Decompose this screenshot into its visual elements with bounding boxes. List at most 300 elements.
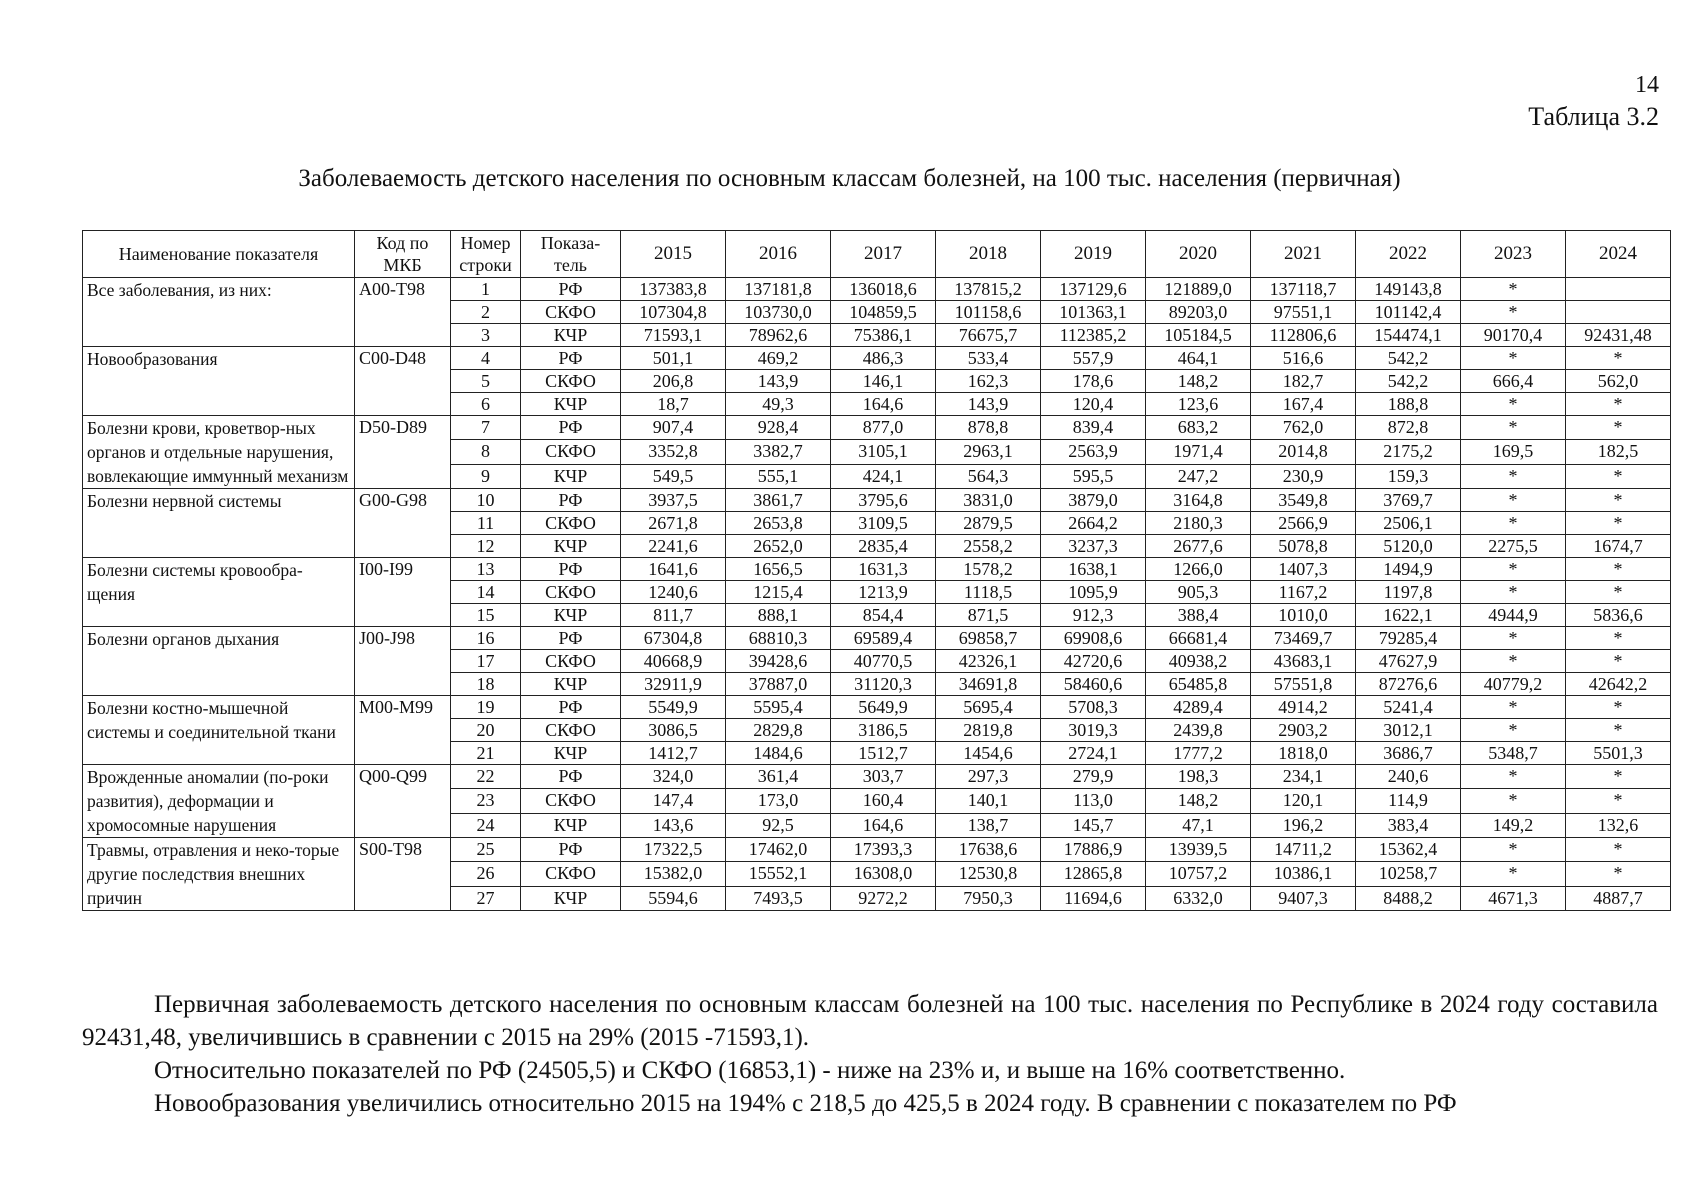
value-cell: 5695,4 bbox=[936, 696, 1041, 719]
value-cell: 854,4 bbox=[831, 604, 936, 627]
value-cell: 149,2 bbox=[1461, 813, 1566, 837]
paragraph: Относительно показателей по РФ (24505,5) и СКФО (16853,1) - ниже на 23% и, и выше на 16% соответственно. bbox=[154, 1057, 1346, 1084]
value-cell: 5649,9 bbox=[831, 696, 936, 719]
value-cell: 40668,9 bbox=[621, 650, 726, 673]
value-cell: 1818,0 bbox=[1251, 742, 1356, 765]
value-cell: 3831,0 bbox=[936, 489, 1041, 512]
header-year: 2020 bbox=[1146, 231, 1251, 278]
value-cell: * bbox=[1461, 719, 1566, 742]
value-cell: 4944,9 bbox=[1461, 604, 1566, 627]
value-cell: 164,6 bbox=[831, 813, 936, 837]
value-cell: 47,1 bbox=[1146, 813, 1251, 837]
value-cell: 148,2 bbox=[1146, 789, 1251, 813]
value-cell: 32911,9 bbox=[621, 673, 726, 696]
row-number: 12 bbox=[451, 535, 521, 558]
value-cell: 145,7 bbox=[1041, 813, 1146, 837]
value-cell: * bbox=[1461, 558, 1566, 581]
value-cell: 279,9 bbox=[1041, 765, 1146, 789]
value-cell: * bbox=[1461, 489, 1566, 512]
value-cell: 167,4 bbox=[1251, 393, 1356, 416]
value-cell: 1971,4 bbox=[1146, 440, 1251, 464]
value-cell: 149143,8 bbox=[1356, 278, 1461, 301]
value-cell: 555,1 bbox=[726, 464, 831, 488]
table-row bbox=[83, 765, 1671, 789]
value-cell: 1622,1 bbox=[1356, 604, 1461, 627]
value-cell: 69858,7 bbox=[936, 627, 1041, 650]
value-cell: 87276,6 bbox=[1356, 673, 1461, 696]
value-cell: 464,1 bbox=[1146, 347, 1251, 370]
value-cell: 143,9 bbox=[936, 393, 1041, 416]
table-row bbox=[83, 347, 1671, 370]
value-cell: 40770,5 bbox=[831, 650, 936, 673]
disease-class-name: Болезни нервной системы bbox=[83, 489, 355, 558]
value-cell: 9407,3 bbox=[1251, 886, 1356, 910]
value-cell: 5241,4 bbox=[1356, 696, 1461, 719]
value-cell: * bbox=[1461, 650, 1566, 673]
value-cell: 501,1 bbox=[621, 347, 726, 370]
value-cell: 542,2 bbox=[1356, 347, 1461, 370]
value-cell: 4289,4 bbox=[1146, 696, 1251, 719]
value-cell: 47627,9 bbox=[1356, 650, 1461, 673]
value-cell: 7493,5 bbox=[726, 886, 831, 910]
value-cell: 92431,48 bbox=[1566, 324, 1671, 347]
disease-class-name: Болезни системы кровообра-щения bbox=[83, 558, 355, 627]
value-cell: 469,2 bbox=[726, 347, 831, 370]
value-cell: * bbox=[1461, 838, 1566, 862]
value-cell: 196,2 bbox=[1251, 813, 1356, 837]
value-cell: 169,5 bbox=[1461, 440, 1566, 464]
value-cell: 147,4 bbox=[621, 789, 726, 813]
value-cell: 146,1 bbox=[831, 370, 936, 393]
value-cell: 240,6 bbox=[1356, 765, 1461, 789]
value-cell: 297,3 bbox=[936, 765, 1041, 789]
value-cell: 15382,0 bbox=[621, 862, 726, 886]
value-cell: 148,2 bbox=[1146, 370, 1251, 393]
value-cell: 877,0 bbox=[831, 416, 936, 440]
value-cell: 137815,2 bbox=[936, 278, 1041, 301]
value-cell: 683,2 bbox=[1146, 416, 1251, 440]
header-year: 2018 bbox=[936, 231, 1041, 278]
value-cell: 10258,7 bbox=[1356, 862, 1461, 886]
value-cell: 383,4 bbox=[1356, 813, 1461, 837]
value-cell: 2275,5 bbox=[1461, 535, 1566, 558]
value-cell: * bbox=[1461, 696, 1566, 719]
value-cell: 11694,6 bbox=[1041, 886, 1146, 910]
row-number: 27 bbox=[451, 886, 521, 910]
row-number: 23 bbox=[451, 789, 521, 813]
value-cell: 247,2 bbox=[1146, 464, 1251, 488]
row-number: 8 bbox=[451, 440, 521, 464]
table-row bbox=[83, 278, 1671, 301]
value-cell: 230,9 bbox=[1251, 464, 1356, 488]
value-cell: 549,5 bbox=[621, 464, 726, 488]
row-number: 6 bbox=[451, 393, 521, 416]
value-cell: 2664,2 bbox=[1041, 512, 1146, 535]
disease-class-name: Новообразования bbox=[83, 347, 355, 416]
paragraph: Новообразования увеличились относительно 2015 на 194% с 218,5 до 425,5 в 2024 году. В сравнении с показателем по РФ bbox=[154, 1090, 1457, 1117]
icd-code: Q00-Q99 bbox=[355, 765, 451, 838]
header-indicator: Показа-тель bbox=[521, 231, 621, 278]
value-cell: 3769,7 bbox=[1356, 489, 1461, 512]
value-cell: 37887,0 bbox=[726, 673, 831, 696]
value-cell: 2879,5 bbox=[936, 512, 1041, 535]
indicator: РФ bbox=[521, 347, 621, 370]
value-cell: 65485,8 bbox=[1146, 673, 1251, 696]
value-cell: 595,5 bbox=[1041, 464, 1146, 488]
value-cell: * bbox=[1566, 581, 1671, 604]
value-cell: 17393,3 bbox=[831, 838, 936, 862]
value-cell: 137181,8 bbox=[726, 278, 831, 301]
value-cell: * bbox=[1461, 862, 1566, 886]
value-cell: * bbox=[1566, 512, 1671, 535]
body-text bbox=[82, 988, 1658, 1120]
value-cell: 92,5 bbox=[726, 813, 831, 837]
value-cell: 143,6 bbox=[621, 813, 726, 837]
value-cell: 557,9 bbox=[1041, 347, 1146, 370]
value-cell: 136018,6 bbox=[831, 278, 936, 301]
disease-class-name: Болезни органов дыхания bbox=[83, 627, 355, 696]
value-cell: 324,0 bbox=[621, 765, 726, 789]
value-cell: * bbox=[1566, 838, 1671, 862]
value-cell: 3019,3 bbox=[1041, 719, 1146, 742]
value-cell: 10386,1 bbox=[1251, 862, 1356, 886]
row-number: 24 bbox=[451, 813, 521, 837]
row-number: 4 bbox=[451, 347, 521, 370]
value-cell: 75386,1 bbox=[831, 324, 936, 347]
table-row bbox=[83, 696, 1671, 719]
header-year: 2015 bbox=[621, 231, 726, 278]
value-cell: * bbox=[1461, 416, 1566, 440]
value-cell: 928,4 bbox=[726, 416, 831, 440]
table-label: Таблица 3.2 bbox=[1528, 102, 1659, 131]
value-cell: 1512,7 bbox=[831, 742, 936, 765]
value-cell: 6332,0 bbox=[1146, 886, 1251, 910]
value-cell: 533,4 bbox=[936, 347, 1041, 370]
value-cell: 872,8 bbox=[1356, 416, 1461, 440]
value-cell: 121889,0 bbox=[1146, 278, 1251, 301]
value-cell: 43683,1 bbox=[1251, 650, 1356, 673]
header-year: 2021 bbox=[1251, 231, 1356, 278]
value-cell: 5595,4 bbox=[726, 696, 831, 719]
indicator: КЧР bbox=[521, 886, 621, 910]
value-cell: 2653,8 bbox=[726, 512, 831, 535]
value-cell: 1215,4 bbox=[726, 581, 831, 604]
page-number: 14 bbox=[1635, 72, 1659, 98]
value-cell: 234,1 bbox=[1251, 765, 1356, 789]
value-cell: 105184,5 bbox=[1146, 324, 1251, 347]
table-body bbox=[83, 278, 1671, 911]
value-cell: 78962,6 bbox=[726, 324, 831, 347]
indicator: СКФО bbox=[521, 719, 621, 742]
value-cell: * bbox=[1566, 627, 1671, 650]
value-cell: 198,3 bbox=[1146, 765, 1251, 789]
value-cell: 162,3 bbox=[936, 370, 1041, 393]
value-cell: 912,3 bbox=[1041, 604, 1146, 627]
morbidity-table bbox=[82, 230, 1671, 911]
disease-class-name: Болезни крови, кроветвор-ных органов и отдельные нарушения, вовлекающие иммунный механизм bbox=[83, 416, 355, 489]
value-cell: 3012,1 bbox=[1356, 719, 1461, 742]
value-cell: 154474,1 bbox=[1356, 324, 1461, 347]
value-cell: 15552,1 bbox=[726, 862, 831, 886]
value-cell: 103730,0 bbox=[726, 301, 831, 324]
row-number: 19 bbox=[451, 696, 521, 719]
row-number: 15 bbox=[451, 604, 521, 627]
value-cell: 1656,5 bbox=[726, 558, 831, 581]
value-cell: 1095,9 bbox=[1041, 581, 1146, 604]
value-cell: 8488,2 bbox=[1356, 886, 1461, 910]
value-cell: 132,6 bbox=[1566, 813, 1671, 837]
header-year: 2023 bbox=[1461, 231, 1566, 278]
row-number: 1 bbox=[451, 278, 521, 301]
value-cell: 486,3 bbox=[831, 347, 936, 370]
value-cell: * bbox=[1461, 627, 1566, 650]
value-cell: 542,2 bbox=[1356, 370, 1461, 393]
value-cell: 164,6 bbox=[831, 393, 936, 416]
value-cell: 562,0 bbox=[1566, 370, 1671, 393]
value-cell: 1638,1 bbox=[1041, 558, 1146, 581]
value-cell: 1197,8 bbox=[1356, 581, 1461, 604]
value-cell: 159,3 bbox=[1356, 464, 1461, 488]
indicator: СКФО bbox=[521, 650, 621, 673]
value-cell bbox=[1566, 278, 1671, 301]
value-cell: 15362,4 bbox=[1356, 838, 1461, 862]
value-cell: 1240,6 bbox=[621, 581, 726, 604]
row-number: 14 bbox=[451, 581, 521, 604]
value-cell bbox=[1566, 301, 1671, 324]
value-cell: 905,3 bbox=[1146, 581, 1251, 604]
value-cell: 564,3 bbox=[936, 464, 1041, 488]
row-number: 9 bbox=[451, 464, 521, 488]
value-cell: 182,7 bbox=[1251, 370, 1356, 393]
value-cell: 2677,6 bbox=[1146, 535, 1251, 558]
value-cell: 76675,7 bbox=[936, 324, 1041, 347]
value-cell: 17322,5 bbox=[621, 838, 726, 862]
icd-code: M00-M99 bbox=[355, 696, 451, 765]
table-row bbox=[83, 489, 1671, 512]
value-cell: * bbox=[1566, 393, 1671, 416]
value-cell: 388,4 bbox=[1146, 604, 1251, 627]
value-cell: 3109,5 bbox=[831, 512, 936, 535]
table-header-row bbox=[83, 231, 1671, 278]
value-cell: 137129,6 bbox=[1041, 278, 1146, 301]
value-cell: 120,4 bbox=[1041, 393, 1146, 416]
value-cell: 39428,6 bbox=[726, 650, 831, 673]
disease-class-name: Травмы, отравления и неко-торые другие последствия внешних причин bbox=[83, 838, 355, 911]
indicator: КЧР bbox=[521, 464, 621, 488]
indicator: РФ bbox=[521, 627, 621, 650]
indicator: РФ bbox=[521, 838, 621, 862]
value-cell: 42642,2 bbox=[1566, 673, 1671, 696]
value-cell: 1454,6 bbox=[936, 742, 1041, 765]
value-cell: 57551,8 bbox=[1251, 673, 1356, 696]
value-cell: * bbox=[1566, 789, 1671, 813]
value-cell: 2558,2 bbox=[936, 535, 1041, 558]
value-cell: 666,4 bbox=[1461, 370, 1566, 393]
value-cell: 2563,9 bbox=[1041, 440, 1146, 464]
value-cell: 1631,3 bbox=[831, 558, 936, 581]
value-cell: 42720,6 bbox=[1041, 650, 1146, 673]
value-cell: * bbox=[1566, 719, 1671, 742]
value-cell: 1674,7 bbox=[1566, 535, 1671, 558]
value-cell: 2819,8 bbox=[936, 719, 1041, 742]
value-cell: 34691,8 bbox=[936, 673, 1041, 696]
indicator: РФ bbox=[521, 416, 621, 440]
value-cell: 1213,9 bbox=[831, 581, 936, 604]
value-cell: 1494,9 bbox=[1356, 558, 1461, 581]
value-cell: * bbox=[1566, 489, 1671, 512]
value-cell: 12530,8 bbox=[936, 862, 1041, 886]
header-code: Код по МКБ bbox=[355, 231, 451, 278]
value-cell: 2829,8 bbox=[726, 719, 831, 742]
value-cell: 89203,0 bbox=[1146, 301, 1251, 324]
disease-class-name: Все заболевания, из них: bbox=[83, 278, 355, 347]
value-cell: 4671,3 bbox=[1461, 886, 1566, 910]
value-cell: 2241,6 bbox=[621, 535, 726, 558]
value-cell: 2835,4 bbox=[831, 535, 936, 558]
value-cell: 112385,2 bbox=[1041, 324, 1146, 347]
value-cell: 7950,3 bbox=[936, 886, 1041, 910]
row-number: 20 bbox=[451, 719, 521, 742]
value-cell: * bbox=[1566, 464, 1671, 488]
value-cell: 762,0 bbox=[1251, 416, 1356, 440]
value-cell: 42326,1 bbox=[936, 650, 1041, 673]
indicator: РФ bbox=[521, 696, 621, 719]
value-cell: * bbox=[1566, 558, 1671, 581]
value-cell: 516,6 bbox=[1251, 347, 1356, 370]
value-cell: 3861,7 bbox=[726, 489, 831, 512]
value-cell: 303,7 bbox=[831, 765, 936, 789]
value-cell: 58460,6 bbox=[1041, 673, 1146, 696]
value-cell: 1407,3 bbox=[1251, 558, 1356, 581]
row-number: 26 bbox=[451, 862, 521, 886]
value-cell: 2903,2 bbox=[1251, 719, 1356, 742]
row-number: 3 bbox=[451, 324, 521, 347]
value-cell: 1484,6 bbox=[726, 742, 831, 765]
value-cell: 160,4 bbox=[831, 789, 936, 813]
value-cell: 101363,1 bbox=[1041, 301, 1146, 324]
value-cell: 17462,0 bbox=[726, 838, 831, 862]
value-cell: * bbox=[1461, 512, 1566, 535]
value-cell: 101158,6 bbox=[936, 301, 1041, 324]
value-cell: 123,6 bbox=[1146, 393, 1251, 416]
indicator: КЧР bbox=[521, 742, 621, 765]
table-row bbox=[83, 416, 1671, 440]
value-cell: 137383,8 bbox=[621, 278, 726, 301]
value-cell: 178,6 bbox=[1041, 370, 1146, 393]
disease-class-name: Болезни костно-мышечной системы и соединительной ткани bbox=[83, 696, 355, 765]
value-cell: * bbox=[1566, 696, 1671, 719]
value-cell: 69908,6 bbox=[1041, 627, 1146, 650]
value-cell: 871,5 bbox=[936, 604, 1041, 627]
value-cell: 5348,7 bbox=[1461, 742, 1566, 765]
icd-code: D50-D89 bbox=[355, 416, 451, 489]
value-cell: 10757,2 bbox=[1146, 862, 1251, 886]
indicator: СКФО bbox=[521, 581, 621, 604]
value-cell: 878,8 bbox=[936, 416, 1041, 440]
table-row bbox=[83, 558, 1671, 581]
value-cell: 5120,0 bbox=[1356, 535, 1461, 558]
value-cell: * bbox=[1566, 347, 1671, 370]
value-cell: 101142,4 bbox=[1356, 301, 1461, 324]
value-cell: 3186,5 bbox=[831, 719, 936, 742]
icd-code: C00-D48 bbox=[355, 347, 451, 416]
value-cell: 2506,1 bbox=[1356, 512, 1461, 535]
value-cell: 9272,2 bbox=[831, 886, 936, 910]
value-cell: * bbox=[1461, 278, 1566, 301]
indicator: СКФО bbox=[521, 301, 621, 324]
row-number: 2 bbox=[451, 301, 521, 324]
value-cell: 3352,8 bbox=[621, 440, 726, 464]
value-cell: 3549,8 bbox=[1251, 489, 1356, 512]
value-cell: 2566,9 bbox=[1251, 512, 1356, 535]
header-name: Наименование показателя bbox=[83, 231, 355, 278]
value-cell: * bbox=[1461, 581, 1566, 604]
header-year: 2019 bbox=[1041, 231, 1146, 278]
value-cell: 3164,8 bbox=[1146, 489, 1251, 512]
value-cell: 839,4 bbox=[1041, 416, 1146, 440]
value-cell: * bbox=[1566, 650, 1671, 673]
value-cell: 4887,7 bbox=[1566, 886, 1671, 910]
value-cell: 1167,2 bbox=[1251, 581, 1356, 604]
value-cell: 2724,1 bbox=[1041, 742, 1146, 765]
table-row bbox=[83, 627, 1671, 650]
value-cell: 120,1 bbox=[1251, 789, 1356, 813]
row-number: 22 bbox=[451, 765, 521, 789]
table-row bbox=[83, 838, 1671, 862]
header-year: 2016 bbox=[726, 231, 831, 278]
value-cell: 4914,2 bbox=[1251, 696, 1356, 719]
row-number: 17 bbox=[451, 650, 521, 673]
page-title: Заболеваемость детского населения по основным классам болезней, на 100 тыс. населения (первичная) bbox=[298, 165, 1401, 192]
header-year: 2017 bbox=[831, 231, 936, 278]
value-cell: 3105,1 bbox=[831, 440, 936, 464]
value-cell: * bbox=[1461, 789, 1566, 813]
value-cell: 137118,7 bbox=[1251, 278, 1356, 301]
value-cell: 138,7 bbox=[936, 813, 1041, 837]
value-cell: 3686,7 bbox=[1356, 742, 1461, 765]
value-cell: 16308,0 bbox=[831, 862, 936, 886]
value-cell: 2175,2 bbox=[1356, 440, 1461, 464]
header-year: 2024 bbox=[1566, 231, 1671, 278]
indicator: КЧР bbox=[521, 604, 621, 627]
disease-class-name: Врожденные аномалии (по-роки развития), деформации и хромосомные нарушения bbox=[83, 765, 355, 838]
value-cell: 5078,8 bbox=[1251, 535, 1356, 558]
value-cell: 2963,1 bbox=[936, 440, 1041, 464]
header-year: 2022 bbox=[1356, 231, 1461, 278]
row-number: 5 bbox=[451, 370, 521, 393]
value-cell: 173,0 bbox=[726, 789, 831, 813]
value-cell: 2014,8 bbox=[1251, 440, 1356, 464]
value-cell: 1010,0 bbox=[1251, 604, 1356, 627]
indicator: РФ bbox=[521, 765, 621, 789]
value-cell: 2652,0 bbox=[726, 535, 831, 558]
value-cell: 206,8 bbox=[621, 370, 726, 393]
value-cell: 17886,9 bbox=[1041, 838, 1146, 862]
value-cell: 2671,8 bbox=[621, 512, 726, 535]
row-number: 10 bbox=[451, 489, 521, 512]
value-cell: 66681,4 bbox=[1146, 627, 1251, 650]
value-cell: 3937,5 bbox=[621, 489, 726, 512]
value-cell: 1412,7 bbox=[621, 742, 726, 765]
value-cell: 424,1 bbox=[831, 464, 936, 488]
value-cell: 3382,7 bbox=[726, 440, 831, 464]
value-cell: 40938,2 bbox=[1146, 650, 1251, 673]
value-cell: 3795,6 bbox=[831, 489, 936, 512]
value-cell: * bbox=[1461, 464, 1566, 488]
indicator: СКФО bbox=[521, 370, 621, 393]
value-cell: 69589,4 bbox=[831, 627, 936, 650]
indicator: СКФО bbox=[521, 862, 621, 886]
